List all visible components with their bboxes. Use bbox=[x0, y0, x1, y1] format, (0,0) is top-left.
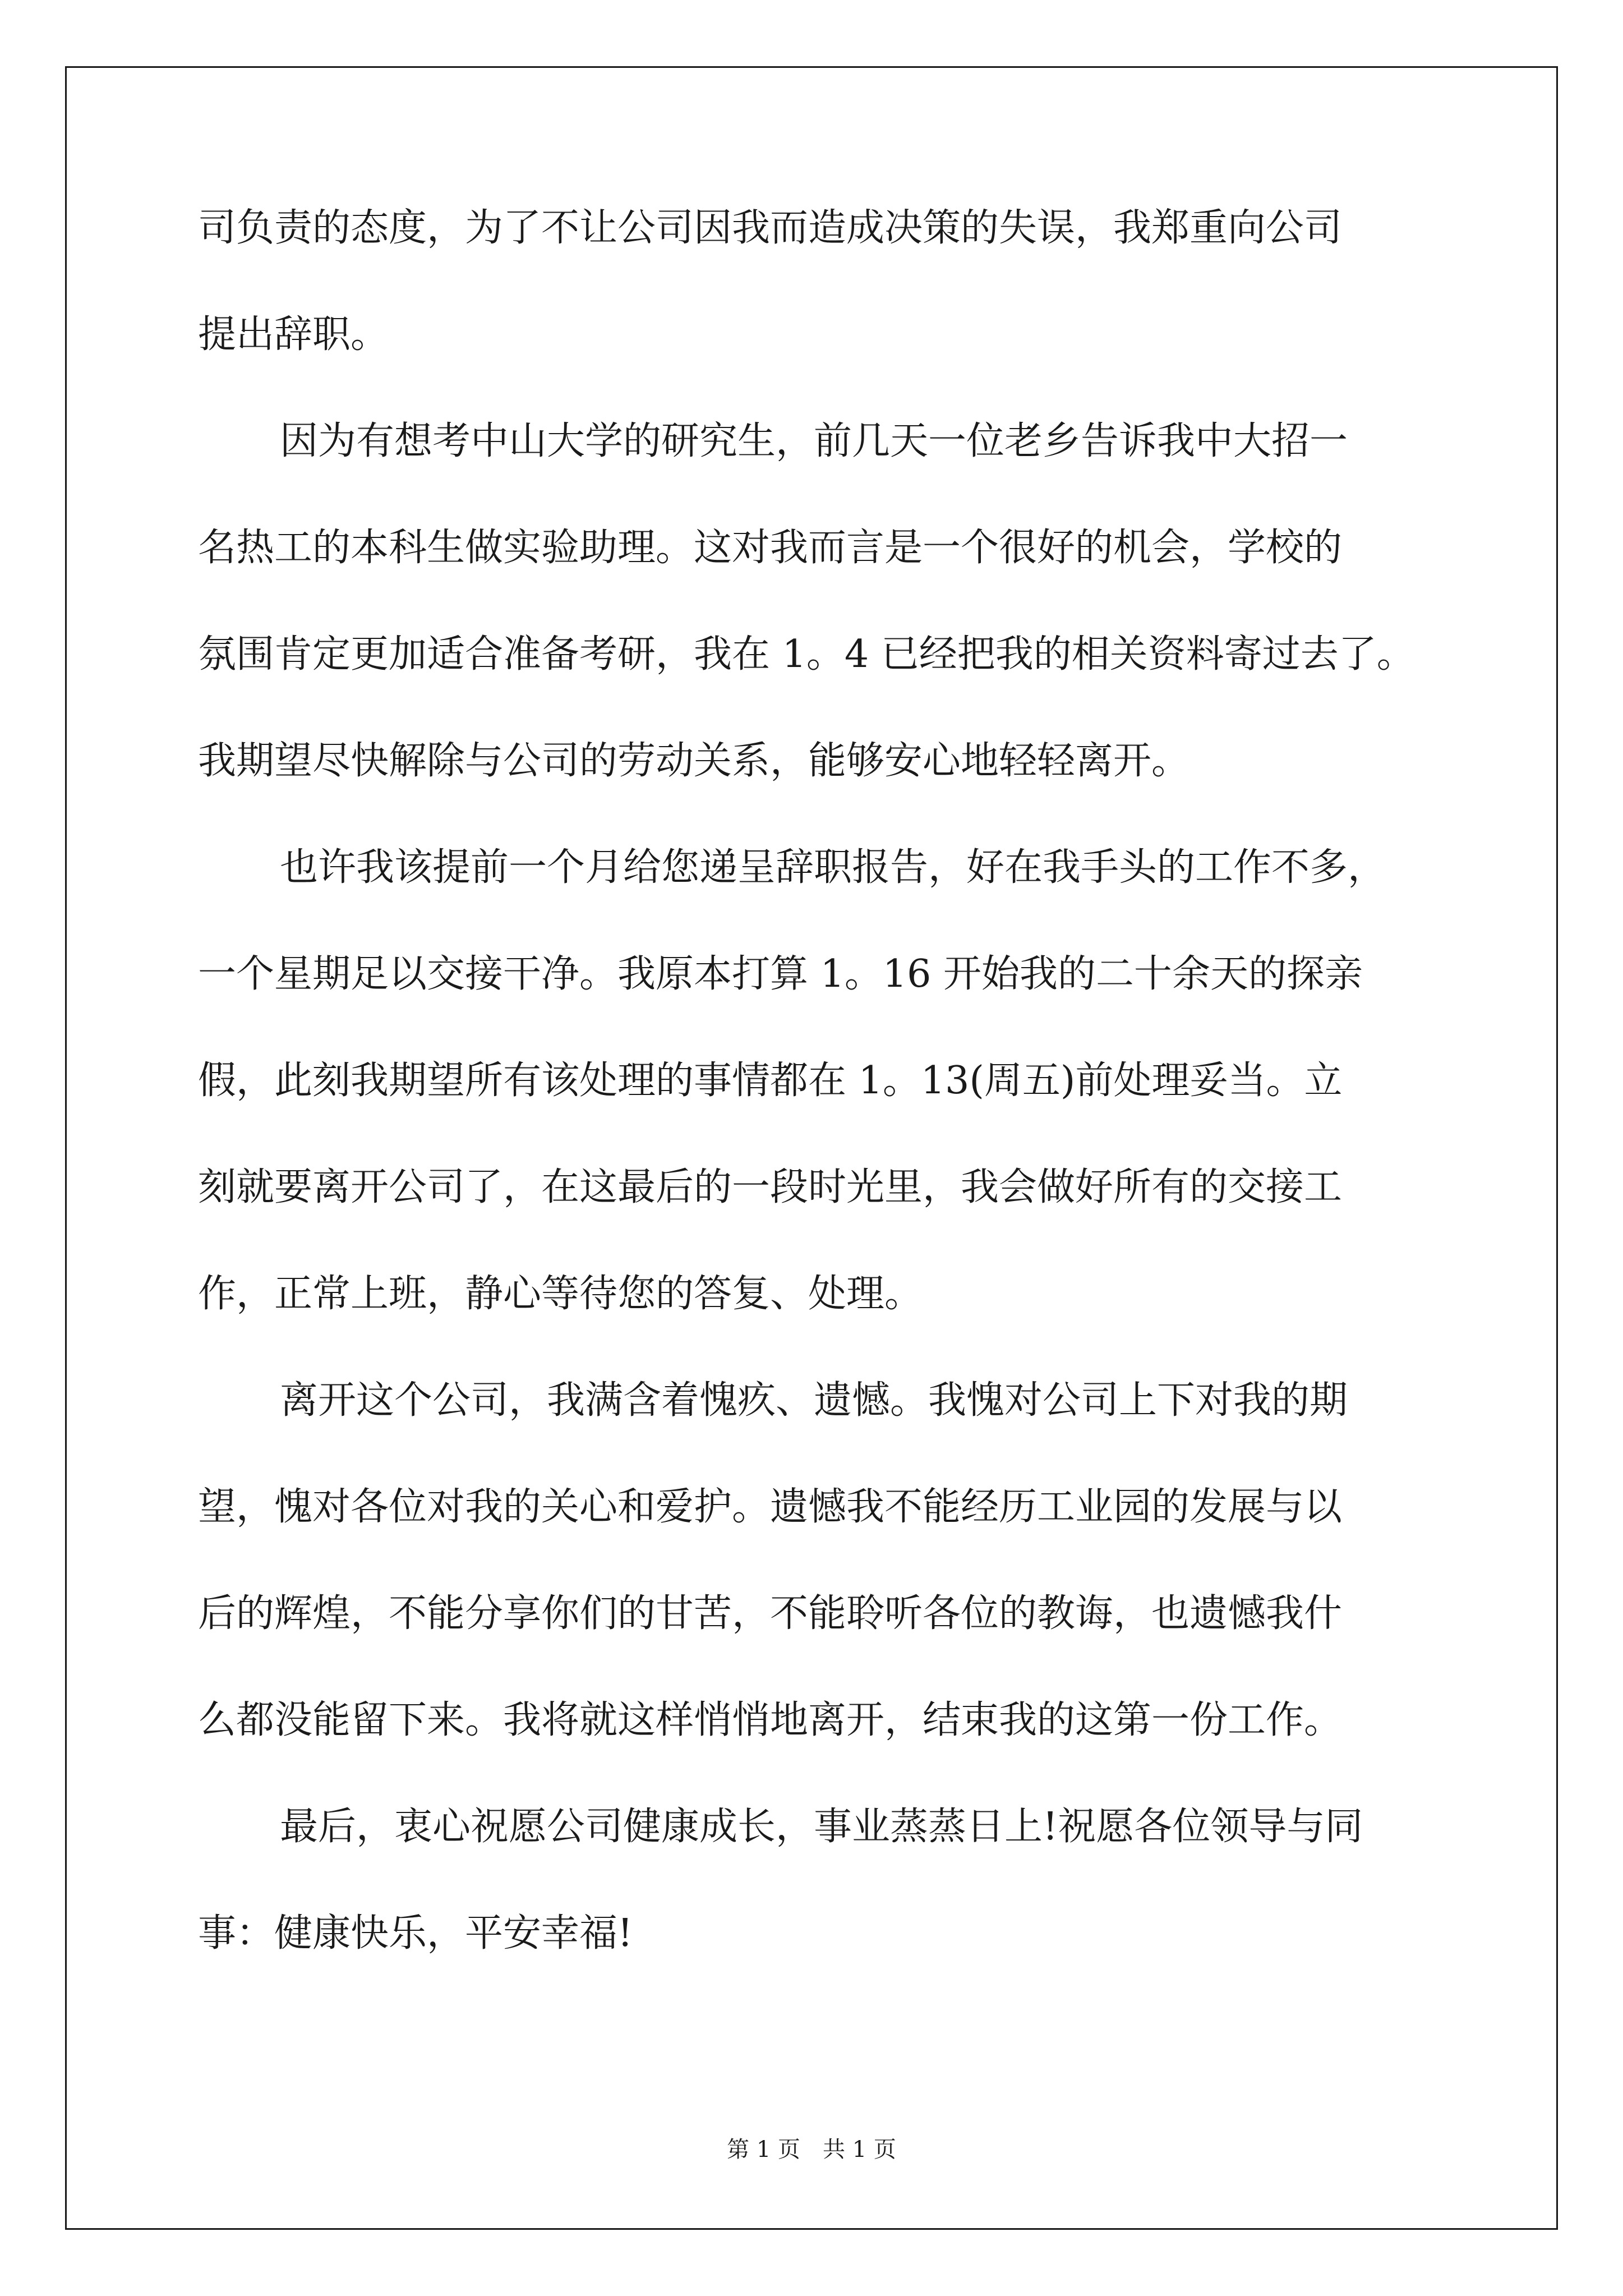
text-line: 后的辉煌，不能分享你们的甘苦，不能聆听各位的教诲，也遗憾我什 bbox=[198, 1591, 1343, 1636]
text-line: 名热工的本科生做实验助理。这对我而言是一个很好的机会，学校的 bbox=[198, 526, 1343, 570]
text-line: 作，正常上班，静心等待您的答复、处理。 bbox=[198, 1272, 923, 1316]
page-number-footer: 第 1 页 共 1 页 bbox=[727, 2137, 896, 2162]
text-line: 刻就要离开公司了，在这最后的一段时光里，我会做好所有的交接工 bbox=[198, 1165, 1343, 1209]
paragraph-first-line: 离开这个公司，我满含着愧疚、遗憾。我愧对公司上下对我的期 bbox=[280, 1378, 1348, 1423]
text-line: 司负责的态度，为了不让公司因我而造成决策的失误，我郑重向公司 bbox=[198, 206, 1343, 250]
text-line: 假，此刻我期望所有该处理的事情都在 1。13(周五)前处理妥当。立 bbox=[198, 1059, 1343, 1103]
text-line: 提出辞职。 bbox=[198, 312, 389, 357]
text-line: 一个星期足以交接干净。我原本打算 1。16 开始我的二十余天的探亲 bbox=[198, 952, 1363, 996]
text-line: 事：健康快乐，平安幸福! bbox=[198, 1911, 633, 1955]
text-line: 我期望尽快解除与公司的劳动关系，能够安心地轻轻离开。 bbox=[198, 739, 1190, 783]
page-border bbox=[65, 66, 1558, 2230]
text-line: 望，愧对各位对我的关心和爱护。遗憾我不能经历工业园的发展与以 bbox=[198, 1485, 1343, 1529]
paragraph-first-line: 也许我该提前一个月给您递呈辞职报告，好在我手头的工作不多， bbox=[280, 845, 1386, 890]
paragraph-first-line: 最后，衷心祝愿公司健康成长，事业蒸蒸日上!祝愿各位领导与同 bbox=[280, 1805, 1363, 1849]
paragraph-first-line: 因为有想考中山大学的研究生，前几天一位老乡告诉我中大招一 bbox=[280, 419, 1348, 463]
text-line: 么都没能留下来。我将就这样悄悄地离开，结束我的这第一份工作。 bbox=[198, 1698, 1343, 1742]
text-line: 氛围肯定更加适合准备考研，我在 1。4 已经把我的相关资料寄过去了。 bbox=[198, 632, 1415, 677]
